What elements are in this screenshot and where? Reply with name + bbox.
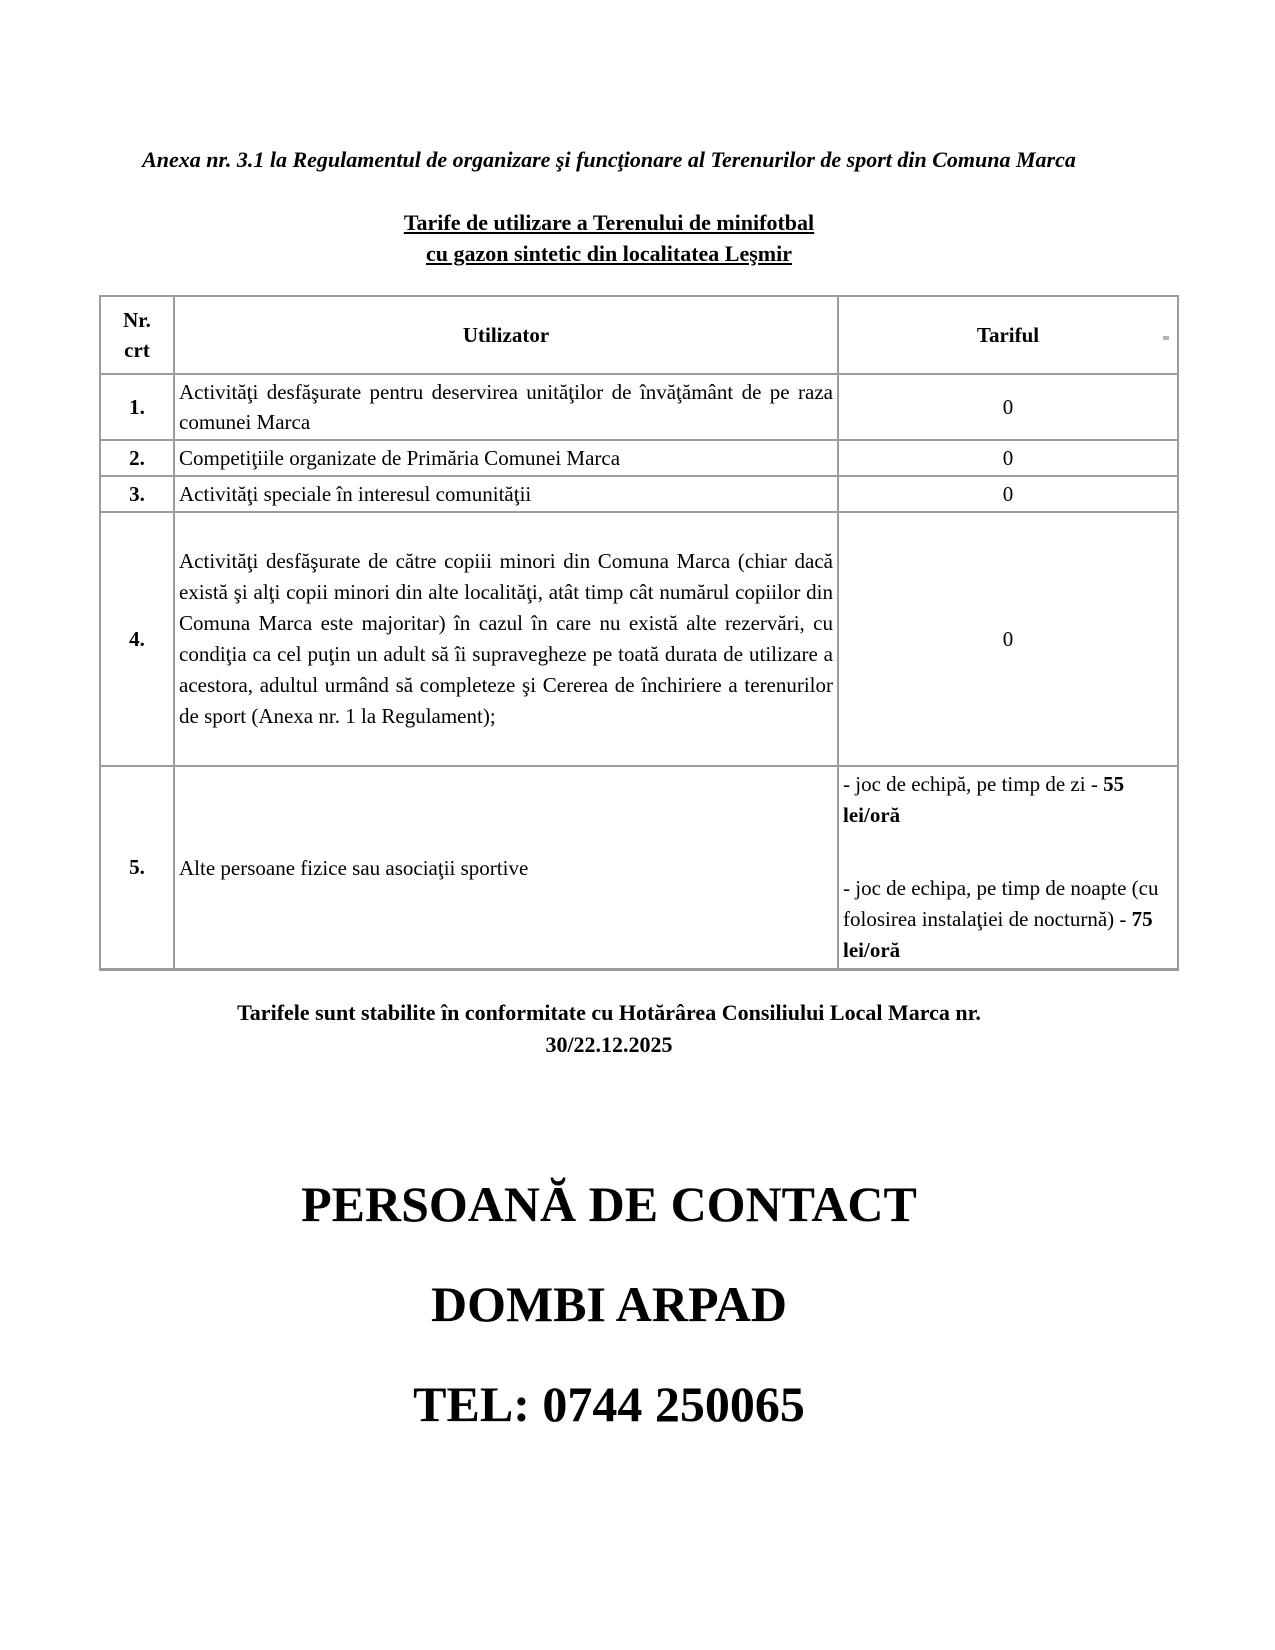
row-tariff-value: 0	[838, 440, 1178, 476]
legal-note-line1: Tarifele sunt stabilite în conformitate cu Hotărârea Consiliului Local Marca nr.	[237, 1000, 981, 1025]
object-anchor-artifact	[1163, 336, 1169, 340]
tariff-day-text: - joc de echipă, pe timp de zi -	[843, 772, 1104, 796]
row-tariff-value: 0	[838, 476, 1178, 512]
table-row	[100, 476, 1178, 512]
row-tariff-value: 0	[838, 374, 1178, 440]
tariff-night-text: - joc de echipa, pe timp de noapte (cu folosirea instalaţiei de nocturnă) -	[843, 876, 1159, 931]
row-number: 4.	[100, 512, 174, 766]
row-user-text: Activităţi desfăşurate pentru deservirea unităţilor de învăţământ de pe raza comunei Marca	[174, 374, 838, 440]
document-title: Anexa nr. 3.1 la Regulamentul de organizare şi funcţionare al Terenurilor de sport din Comuna Marca	[142, 147, 1076, 172]
tariff-table	[99, 295, 1179, 971]
tariff-night-item	[843, 873, 1173, 966]
row-user-text: Activităţi speciale în interesul comunităţii	[174, 476, 838, 512]
header-nr-line2: crt	[124, 338, 150, 362]
table-row	[100, 440, 1178, 476]
column-header-nr-crt	[100, 296, 174, 374]
tariff-night-price: 75 lei/oră	[843, 907, 1153, 962]
contact-phone: TEL: 0744 250065	[413, 1376, 805, 1432]
tariff-day-price: 55 lei/oră	[843, 772, 1125, 827]
subtitle-line-1: Tarife de utilizare a Terenului de minifotbal	[403, 210, 815, 235]
header-nr-line1: Nr.	[123, 308, 151, 332]
row-user-text: Alte persoane fizice sau asociaţii sportive	[174, 766, 838, 970]
row-number: 5.	[100, 766, 174, 970]
row-number: 1.	[100, 374, 174, 440]
legal-note-line2: 30/22.12.2025	[545, 1032, 673, 1057]
legal-note	[99, 997, 1119, 1061]
row-user-text: Activităţi desfăşurate de către copiii minori din Comuna Marca (chiar dacă există şi alţi copii minori din alte localităţi, atât timp cât numărul copiilor din Comuna Marca este majoritar) în cazul în care nu există alte rezervări, cu condiţia ca cel puţin un adult să îi supravegheze pe toată durata de utilizare a acestora, adultul urmând să completeze şi Cererea de închiriere a terenurilor de sport (Anexa nr. 1 la Regulament);	[174, 512, 838, 766]
row-number: 3.	[100, 476, 174, 512]
tariff-day-item	[843, 769, 1173, 831]
document-subtitle	[99, 207, 1119, 269]
contact-heading: PERSOANĂ DE CONTACT	[301, 1176, 917, 1232]
contact-name: DOMBI ARPAD	[430, 1276, 787, 1332]
table-row	[100, 766, 1178, 970]
row-tariff-value: 0	[838, 512, 1178, 766]
column-header-utilizator: Utilizator	[174, 296, 838, 374]
row-user-text: Competiţiile organizate de Primăria Comunei Marca	[174, 440, 838, 476]
row-number: 2.	[100, 440, 174, 476]
table-row	[100, 374, 1178, 440]
document-headings	[99, 146, 1119, 269]
subtitle-line-2: cu gazon sintetic din localitatea Leşmir	[425, 241, 792, 266]
table-header-row	[100, 296, 1178, 374]
table-row	[100, 512, 1178, 766]
column-header-tariful: Tariful	[838, 296, 1178, 374]
contact-block	[99, 1176, 1119, 1432]
row-tariff-details	[838, 766, 1178, 970]
